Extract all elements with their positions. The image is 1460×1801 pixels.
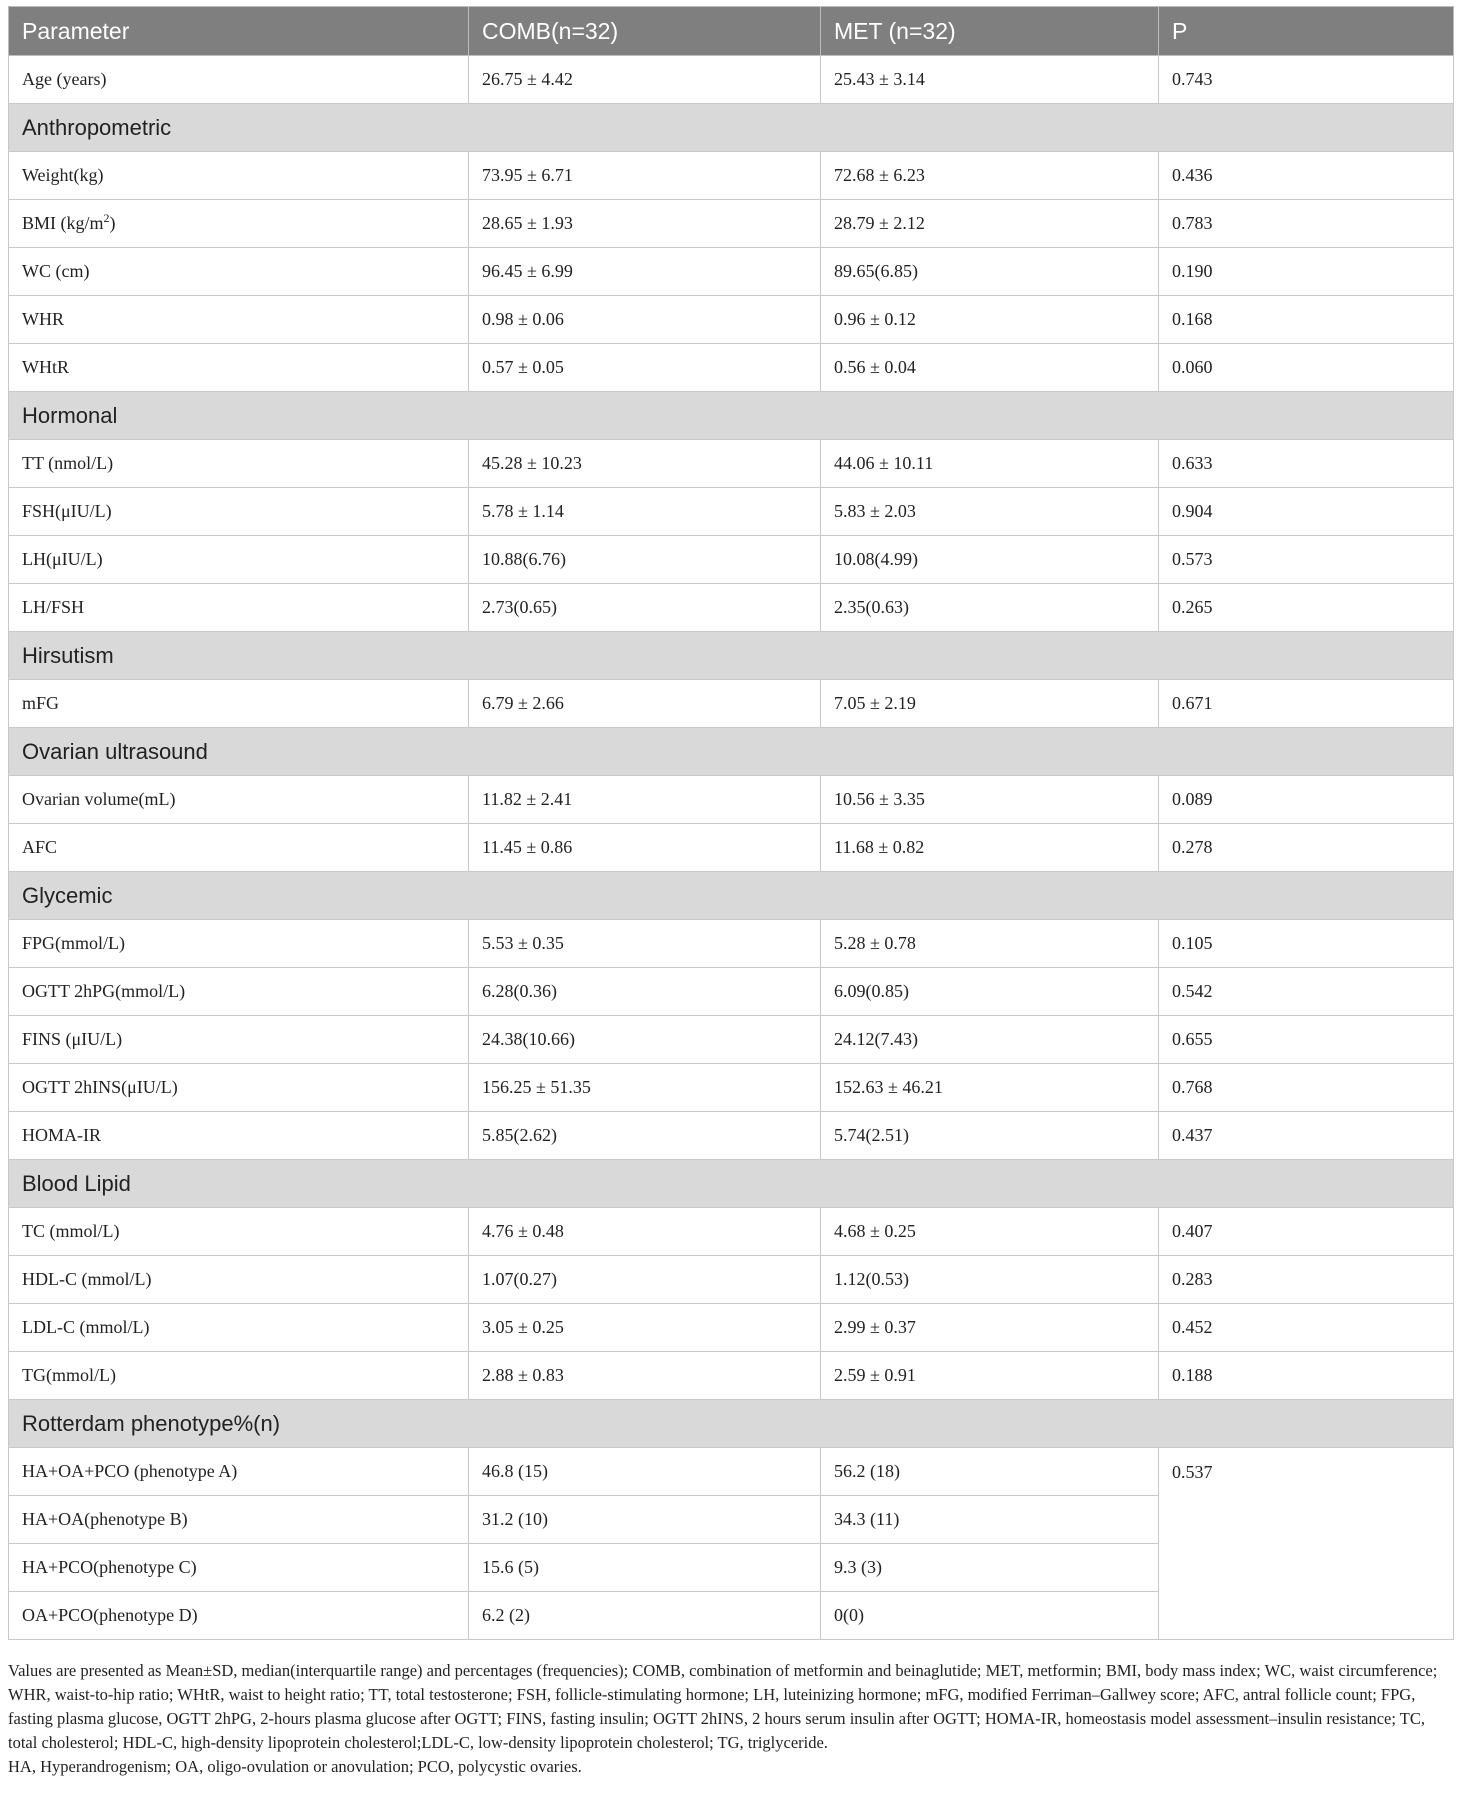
- cell-comb: 26.75 ± 4.42: [469, 56, 821, 104]
- cell-met: 4.68 ± 0.25: [821, 1208, 1159, 1256]
- cell-met: 24.12(7.43): [821, 1016, 1159, 1064]
- table-row: [9, 296, 1454, 344]
- superscript: 2: [103, 211, 110, 225]
- cell-parameter: WHR: [9, 296, 469, 344]
- cell-met: 2.59 ± 0.91: [821, 1352, 1159, 1400]
- cell-comb: 2.73(0.65): [469, 584, 821, 632]
- cell-met: 2.35(0.63): [821, 584, 1159, 632]
- table-row: [9, 968, 1454, 1016]
- cell-parameter: HA+OA+PCO (phenotype A): [9, 1448, 469, 1496]
- cell-met: 152.63 ± 46.21: [821, 1064, 1159, 1112]
- header-comb: COMB(n=32): [469, 7, 821, 56]
- section-label: Blood Lipid: [9, 1160, 1454, 1208]
- cell-p: 0.278: [1159, 824, 1454, 872]
- table-footnotes: [8, 1659, 1455, 1779]
- cell-parameter: TC (mmol/L): [9, 1208, 469, 1256]
- cell-p: 0.783: [1159, 200, 1454, 248]
- cell-met: 5.83 ± 2.03: [821, 488, 1159, 536]
- cell-p: 0.188: [1159, 1352, 1454, 1400]
- cell-comb: 156.25 ± 51.35: [469, 1064, 821, 1112]
- cell-met: 9.3 (3): [821, 1544, 1159, 1592]
- section-row: [9, 872, 1454, 920]
- section-label: Hormonal: [9, 392, 1454, 440]
- parameter-label: BMI (kg/m: [22, 213, 104, 233]
- cell-met: 89.65(6.85): [821, 248, 1159, 296]
- table-row: [9, 440, 1454, 488]
- cell-met: 0.56 ± 0.04: [821, 344, 1159, 392]
- cell-met: 1.12(0.53): [821, 1256, 1159, 1304]
- header-met: MET (n=32): [821, 7, 1159, 56]
- cell-comb: 10.88(6.76): [469, 536, 821, 584]
- cell-parameter: HA+PCO(phenotype C): [9, 1544, 469, 1592]
- section-row: [9, 632, 1454, 680]
- table-row: [9, 488, 1454, 536]
- cell-met: 11.68 ± 0.82: [821, 824, 1159, 872]
- cell-parameter: LH(μIU/L): [9, 536, 469, 584]
- header-p: P: [1159, 7, 1454, 56]
- cell-met: 44.06 ± 10.11: [821, 440, 1159, 488]
- cell-p: 0.089: [1159, 776, 1454, 824]
- cell-parameter: FPG(mmol/L): [9, 920, 469, 968]
- cell-comb: 11.82 ± 2.41: [469, 776, 821, 824]
- table-body: [9, 56, 1454, 1640]
- cell-p: 0.904: [1159, 488, 1454, 536]
- table-row: [9, 680, 1454, 728]
- cell-parameter: OA+PCO(phenotype D): [9, 1592, 469, 1640]
- cell-p: 0.743: [1159, 56, 1454, 104]
- section-label: Ovarian ultrasound: [9, 728, 1454, 776]
- cell-parameter: WC (cm): [9, 248, 469, 296]
- section-row: [9, 392, 1454, 440]
- table-row: [9, 1112, 1454, 1160]
- cell-met: 5.74(2.51): [821, 1112, 1159, 1160]
- cell-p: 0.573: [1159, 536, 1454, 584]
- cell-met: 5.28 ± 0.78: [821, 920, 1159, 968]
- cell-comb: 2.88 ± 0.83: [469, 1352, 821, 1400]
- cell-parameter: OGTT 2hPG(mmol/L): [9, 968, 469, 1016]
- cell-comb: 28.65 ± 1.93: [469, 200, 821, 248]
- cell-parameter: Ovarian volume(mL): [9, 776, 469, 824]
- cell-p: 0.265: [1159, 584, 1454, 632]
- table-row: [9, 1304, 1454, 1352]
- cell-met: 2.99 ± 0.37: [821, 1304, 1159, 1352]
- table-row: [9, 824, 1454, 872]
- cell-met: 56.2 (18): [821, 1448, 1159, 1496]
- table-row: [9, 200, 1454, 248]
- cell-p: 0.542: [1159, 968, 1454, 1016]
- section-label: Hirsutism: [9, 632, 1454, 680]
- cell-p: 0.190: [1159, 248, 1454, 296]
- cell-parameter: TT (nmol/L): [9, 440, 469, 488]
- cell-comb: 0.98 ± 0.06: [469, 296, 821, 344]
- section-row: [9, 728, 1454, 776]
- cell-comb: 5.85(2.62): [469, 1112, 821, 1160]
- cell-p: 0.633: [1159, 440, 1454, 488]
- cell-parameter: FSH(μIU/L): [9, 488, 469, 536]
- cell-parameter: LH/FSH: [9, 584, 469, 632]
- cell-comb: 5.78 ± 1.14: [469, 488, 821, 536]
- section-row: [9, 1400, 1454, 1448]
- cell-p: 0.407: [1159, 1208, 1454, 1256]
- results-table-container: [8, 6, 1453, 1640]
- cell-comb: 11.45 ± 0.86: [469, 824, 821, 872]
- cell-p: 0.105: [1159, 920, 1454, 968]
- cell-comb: 5.53 ± 0.35: [469, 920, 821, 968]
- cell-met: 7.05 ± 2.19: [821, 680, 1159, 728]
- header-row: [9, 7, 1454, 56]
- cell-parameter: LDL-C (mmol/L): [9, 1304, 469, 1352]
- cell-comb: 73.95 ± 6.71: [469, 152, 821, 200]
- cell-met: 0.96 ± 0.12: [821, 296, 1159, 344]
- cell-parameter: Age (years): [9, 56, 469, 104]
- cell-comb: 31.2 (10): [469, 1496, 821, 1544]
- cell-p: 0.168: [1159, 296, 1454, 344]
- table-row: [9, 1064, 1454, 1112]
- cell-comb: 4.76 ± 0.48: [469, 1208, 821, 1256]
- cell-met: 6.09(0.85): [821, 968, 1159, 1016]
- cell-p: 0.671: [1159, 680, 1454, 728]
- table-row: [9, 1016, 1454, 1064]
- cell-comb: 1.07(0.27): [469, 1256, 821, 1304]
- cell-comb: 6.2 (2): [469, 1592, 821, 1640]
- cell-parameter: WHtR: [9, 344, 469, 392]
- cell-p: 0.283: [1159, 1256, 1454, 1304]
- table-row: [9, 1352, 1454, 1400]
- table-row: [9, 536, 1454, 584]
- section-label: Rotterdam phenotype%(n): [9, 1400, 1454, 1448]
- table-row: [9, 1448, 1454, 1496]
- section-row: [9, 104, 1454, 152]
- cell-met: 0(0): [821, 1592, 1159, 1640]
- cell-p: 0.436: [1159, 152, 1454, 200]
- header-parameter: Parameter: [9, 7, 469, 56]
- baseline-characteristics-table: [8, 6, 1454, 1640]
- cell-comb: 3.05 ± 0.25: [469, 1304, 821, 1352]
- cell-p: 0.452: [1159, 1304, 1454, 1352]
- table-row: [9, 152, 1454, 200]
- cell-met: 10.08(4.99): [821, 536, 1159, 584]
- cell-comb: 46.8 (15): [469, 1448, 821, 1496]
- table-header: [9, 7, 1454, 56]
- section-label: Anthropometric: [9, 104, 1454, 152]
- cell-comb: 6.28(0.36): [469, 968, 821, 1016]
- cell-parameter: AFC: [9, 824, 469, 872]
- table-row: [9, 920, 1454, 968]
- cell-p: 0.537: [1159, 1448, 1454, 1640]
- cell-comb: 96.45 ± 6.99: [469, 248, 821, 296]
- cell-parameter: mFG: [9, 680, 469, 728]
- cell-parameter: [9, 200, 469, 248]
- table-row: [9, 344, 1454, 392]
- section-label: Glycemic: [9, 872, 1454, 920]
- cell-met: 10.56 ± 3.35: [821, 776, 1159, 824]
- cell-parameter: TG(mmol/L): [9, 1352, 469, 1400]
- cell-parameter: HA+OA(phenotype B): [9, 1496, 469, 1544]
- table-row: [9, 776, 1454, 824]
- cell-p: 0.437: [1159, 1112, 1454, 1160]
- table-row: [9, 248, 1454, 296]
- table-row: [9, 56, 1454, 104]
- parameter-suffix: ): [109, 213, 116, 233]
- cell-met: 34.3 (11): [821, 1496, 1159, 1544]
- table-row: [9, 1208, 1454, 1256]
- cell-parameter: OGTT 2hINS(μIU/L): [9, 1064, 469, 1112]
- cell-parameter: HDL-C (mmol/L): [9, 1256, 469, 1304]
- cell-parameter: HOMA-IR: [9, 1112, 469, 1160]
- table-row: [9, 1256, 1454, 1304]
- cell-comb: 24.38(10.66): [469, 1016, 821, 1064]
- cell-comb: 15.6 (5): [469, 1544, 821, 1592]
- cell-met: 28.79 ± 2.12: [821, 200, 1159, 248]
- footnote-phenotype-abbreviations: HA, Hyperandrogenism; OA, oligo-ovulation or anovulation; PCO, polycystic ovaries.: [8, 1757, 582, 1776]
- cell-p: 0.655: [1159, 1016, 1454, 1064]
- cell-comb: 45.28 ± 10.23: [469, 440, 821, 488]
- footnote-abbreviations: Values are presented as Mean±SD, median(interquartile range) and percentages (frequencies); COMB, combination of metformin and beinaglutide; MET, metformin; BMI, body mass index; WC, waist circumference; WHR, waist-to-hip ratio; WHtR, waist to height ratio; TT, total testosterone; FSH, follicle-stimulating hormone; LH, luteinizing hormone; mFG, modified Ferriman–Gallwey score; AFC, antral follicle count; FPG, fasting plasma glucose, OGTT 2hPG, 2-hours plasma glucose after OGTT; FINS, fasting insulin; OGTT 2hINS, 2 hours serum insulin after OGTT; HOMA-IR, homeostasis model assessment–insulin resistance; TC, total cholesterol; HDL-C, high-density lipoprotein cholesterol;LDL-C, low-density lipoprotein cholesterol; TG, triglyceride.: [8, 1661, 1438, 1752]
- cell-met: 72.68 ± 6.23: [821, 152, 1159, 200]
- cell-met: 25.43 ± 3.14: [821, 56, 1159, 104]
- cell-parameter: FINS (μIU/L): [9, 1016, 469, 1064]
- cell-p: 0.768: [1159, 1064, 1454, 1112]
- cell-parameter: Weight(kg): [9, 152, 469, 200]
- table-row: [9, 584, 1454, 632]
- section-row: [9, 1160, 1454, 1208]
- cell-p: 0.060: [1159, 344, 1454, 392]
- cell-comb: 6.79 ± 2.66: [469, 680, 821, 728]
- cell-comb: 0.57 ± 0.05: [469, 344, 821, 392]
